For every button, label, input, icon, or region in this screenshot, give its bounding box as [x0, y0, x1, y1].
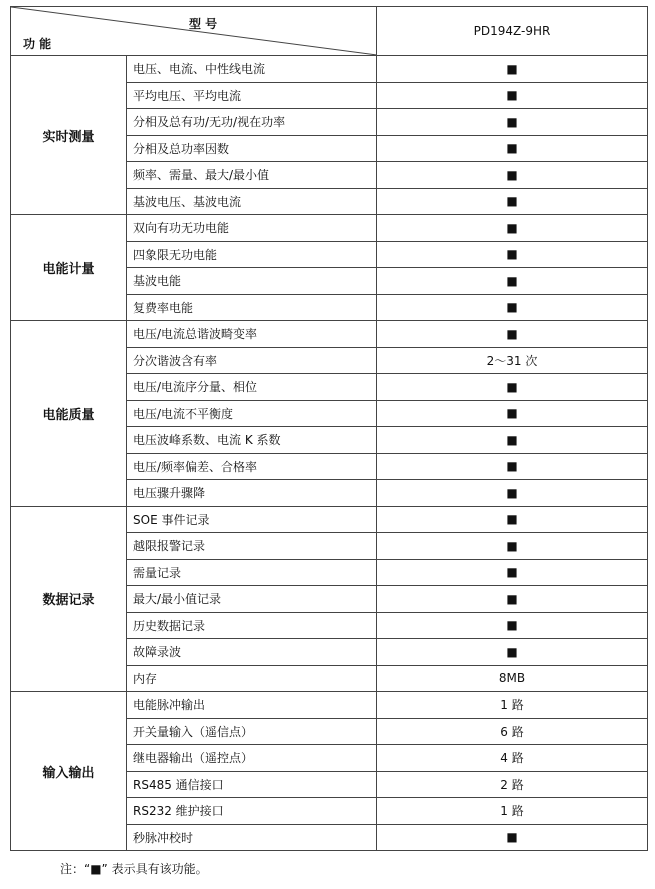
value-cell: ■	[377, 427, 648, 454]
category-cell: 输入输出	[11, 692, 127, 851]
value-cell: ■	[377, 453, 648, 480]
value-cell: ■	[377, 506, 648, 533]
category-cell: 电能质量	[11, 321, 127, 507]
feature-cell: 电压/电流不平衡度	[127, 400, 377, 427]
value-cell: 8MB	[377, 665, 648, 692]
feature-cell: 电压/电流序分量、相位	[127, 374, 377, 401]
feature-cell: 分次谐波含有率	[127, 347, 377, 374]
feature-cell: 需量记录	[127, 559, 377, 586]
category-cell: 实时测量	[11, 56, 127, 215]
value-cell: ■	[377, 215, 648, 242]
value-cell: ■	[377, 321, 648, 348]
value-cell: ■	[377, 268, 648, 295]
footnote: 注：“■” 表示具有该功能。	[60, 862, 208, 876]
function-header-label: 功 能	[23, 37, 52, 51]
table-row	[11, 56, 648, 83]
feature-cell: 历史数据记录	[127, 612, 377, 639]
feature-cell: 电能脉冲输出	[127, 692, 377, 719]
value-cell: ■	[377, 612, 648, 639]
value-cell: ■	[377, 135, 648, 162]
feature-cell: SOE 事件记录	[127, 506, 377, 533]
value-cell: ■	[377, 559, 648, 586]
model-header-label: 型 号	[189, 17, 218, 31]
table-row	[11, 215, 648, 242]
table-row	[11, 692, 648, 719]
header-row	[11, 7, 648, 56]
feature-cell: 电压/频率偏差、合格率	[127, 453, 377, 480]
value-cell: ■	[377, 374, 648, 401]
value-cell: ■	[377, 639, 648, 666]
feature-cell: 复费率电能	[127, 294, 377, 321]
value-cell: ■	[377, 162, 648, 189]
feature-cell: RS485 通信接口	[127, 771, 377, 798]
table-row	[11, 506, 648, 533]
value-cell: ■	[377, 586, 648, 613]
value-cell: 1 路	[377, 692, 648, 719]
value-cell: ■	[377, 480, 648, 507]
feature-cell: 频率、需量、最大/最小值	[127, 162, 377, 189]
feature-cell: 越限报警记录	[127, 533, 377, 560]
feature-cell: 四象限无功电能	[127, 241, 377, 268]
value-cell: ■	[377, 533, 648, 560]
value-cell: 1 路	[377, 798, 648, 825]
value-cell: ■	[377, 241, 648, 268]
value-cell: ■	[377, 188, 648, 215]
feature-cell: 最大/最小值记录	[127, 586, 377, 613]
feature-cell: 基波电能	[127, 268, 377, 295]
value-cell: 6 路	[377, 718, 648, 745]
feature-cell: RS232 维护接口	[127, 798, 377, 825]
value-cell: ■	[377, 400, 648, 427]
feature-cell: 电压波峰系数、电流 K 系数	[127, 427, 377, 454]
feature-cell: 开关量输入（遥信点）	[127, 718, 377, 745]
feature-cell: 分相及总功率因数	[127, 135, 377, 162]
feature-cell: 双向有功无功电能	[127, 215, 377, 242]
feature-cell: 继电器输出（遥控点）	[127, 745, 377, 772]
feature-cell: 故障录波	[127, 639, 377, 666]
value-cell: ■	[377, 824, 648, 851]
category-cell: 电能计量	[11, 215, 127, 321]
feature-cell: 内存	[127, 665, 377, 692]
category-cell: 数据记录	[11, 506, 127, 692]
value-cell: ■	[377, 82, 648, 109]
feature-cell: 秒脉冲校时	[127, 824, 377, 851]
diagonal-header-cell	[11, 7, 377, 56]
feature-cell: 基波电压、基波电流	[127, 188, 377, 215]
feature-table	[10, 6, 648, 851]
model-name: PD194Z-9HR	[377, 7, 648, 56]
value-cell: ■	[377, 56, 648, 83]
value-cell: 2～31 次	[377, 347, 648, 374]
value-cell: 4 路	[377, 745, 648, 772]
feature-cell: 电压、电流、中性线电流	[127, 56, 377, 83]
feature-cell: 分相及总有功/无功/视在功率	[127, 109, 377, 136]
feature-cell: 平均电压、平均电流	[127, 82, 377, 109]
feature-table-container	[10, 6, 647, 851]
value-cell: 2 路	[377, 771, 648, 798]
value-cell: ■	[377, 294, 648, 321]
table-row	[11, 321, 648, 348]
value-cell: ■	[377, 109, 648, 136]
feature-cell: 电压骤升骤降	[127, 480, 377, 507]
feature-cell: 电压/电流总谐波畸变率	[127, 321, 377, 348]
